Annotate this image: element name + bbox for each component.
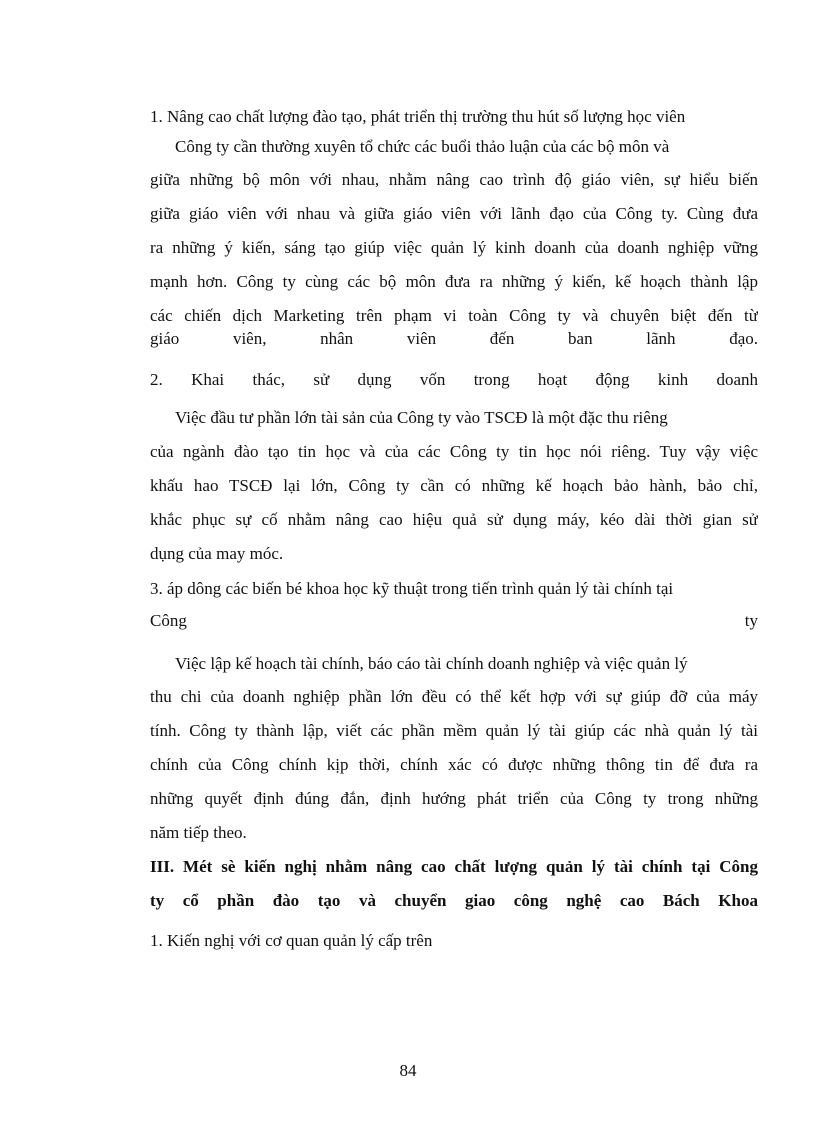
- chapter-heading-iii: III. Mét sè kiến nghị nhằm nâng cao chất lượng quản lý tài chính tại Công: [150, 857, 758, 876]
- paragraph-line: Việc lập kế hoạch tài chính, báo cáo tài chính doanh nghiệp và việc quản lý: [175, 654, 688, 673]
- section-heading-3-continued: Công ty: [150, 611, 758, 630]
- page-number: 84: [399, 1061, 417, 1080]
- section-heading-2: 2. Khai thác, sử dụng vốn trong hoạt động kinh doanh: [150, 370, 758, 389]
- paragraph-line: giáo viên, nhân viên đến ban lãnh đạo.: [150, 329, 758, 348]
- paragraph-line: năm tiếp theo.: [150, 823, 247, 842]
- paragraph-line: dụng của may móc.: [150, 544, 284, 563]
- paragraph-line: tính. Công ty thành lập, viết các phần mềm quản lý tài giúp các nhà quản lý tài: [150, 721, 758, 740]
- paragraph-line: Công ty cần thường xuyên tổ chức các buổi thảo luận của các bộ môn và: [175, 137, 670, 156]
- paragraph-line: của ngành đào tạo tin học và của các Công ty tin học nói riêng. Tuy vậy việc: [150, 442, 758, 461]
- paragraph-line: mạnh hơn. Công ty cùng các bộ môn đưa ra những ý kiến, kế hoạch thành lập: [150, 272, 758, 291]
- paragraph-line: giữa những bộ môn với nhau, nhằm nâng cao trình độ giáo viên, sự hiểu biến: [150, 170, 758, 189]
- paragraph-line: khấu hao TSCĐ lại lớn, Công ty cần có những kế hoạch bảo hành, bảo chỉ,: [150, 476, 758, 495]
- section-heading-1: 1. Nâng cao chất lượng đào tạo, phát triển thị trường thu hút số lượng học viên: [150, 107, 686, 126]
- paragraph-line: giữa giáo viên với nhau và giữa giáo viên với lãnh đạo của Công ty. Cùng đưa: [150, 204, 758, 223]
- chapter-heading-iii-continued: ty cổ phần đào tạo và chuyển giao công nghệ cao Bách Khoa: [150, 891, 758, 910]
- subsection-heading-1: 1. Kiến nghị với cơ quan quản lý cấp trên: [150, 931, 433, 950]
- paragraph-line: các chiến dịch Marketing trên phạm vi toàn Công ty và chuyên biệt đến từ: [150, 306, 758, 325]
- paragraph-line: thu chi của doanh nghiệp phần lớn đều có thể kết hợp với sự giúp đỡ của máy: [150, 687, 758, 706]
- paragraph-line: khắc phục sự cố nhằm nâng cao hiệu quả sử dụng máy, kéo dài thời gian sử: [150, 510, 758, 529]
- section-heading-3: 3. áp dông các biến bé khoa học kỹ thuật trong tiến trình quản lý tài chính tại: [150, 579, 674, 598]
- paragraph-line: Việc đầu tư phần lớn tài sản của Công ty vào TSCĐ là một đặc thu riêng: [175, 408, 668, 427]
- paragraph-line: những quyết định đúng đắn, định hướng phát triển của Công ty trong những: [150, 789, 758, 808]
- paragraph-line: ra những ý kiến, sáng tạo giúp việc quản lý kinh doanh của doanh nghiệp vững: [150, 238, 758, 257]
- paragraph-line: chính của Công chính kịp thời, chính xác có được những thông tin để đưa ra: [150, 755, 758, 774]
